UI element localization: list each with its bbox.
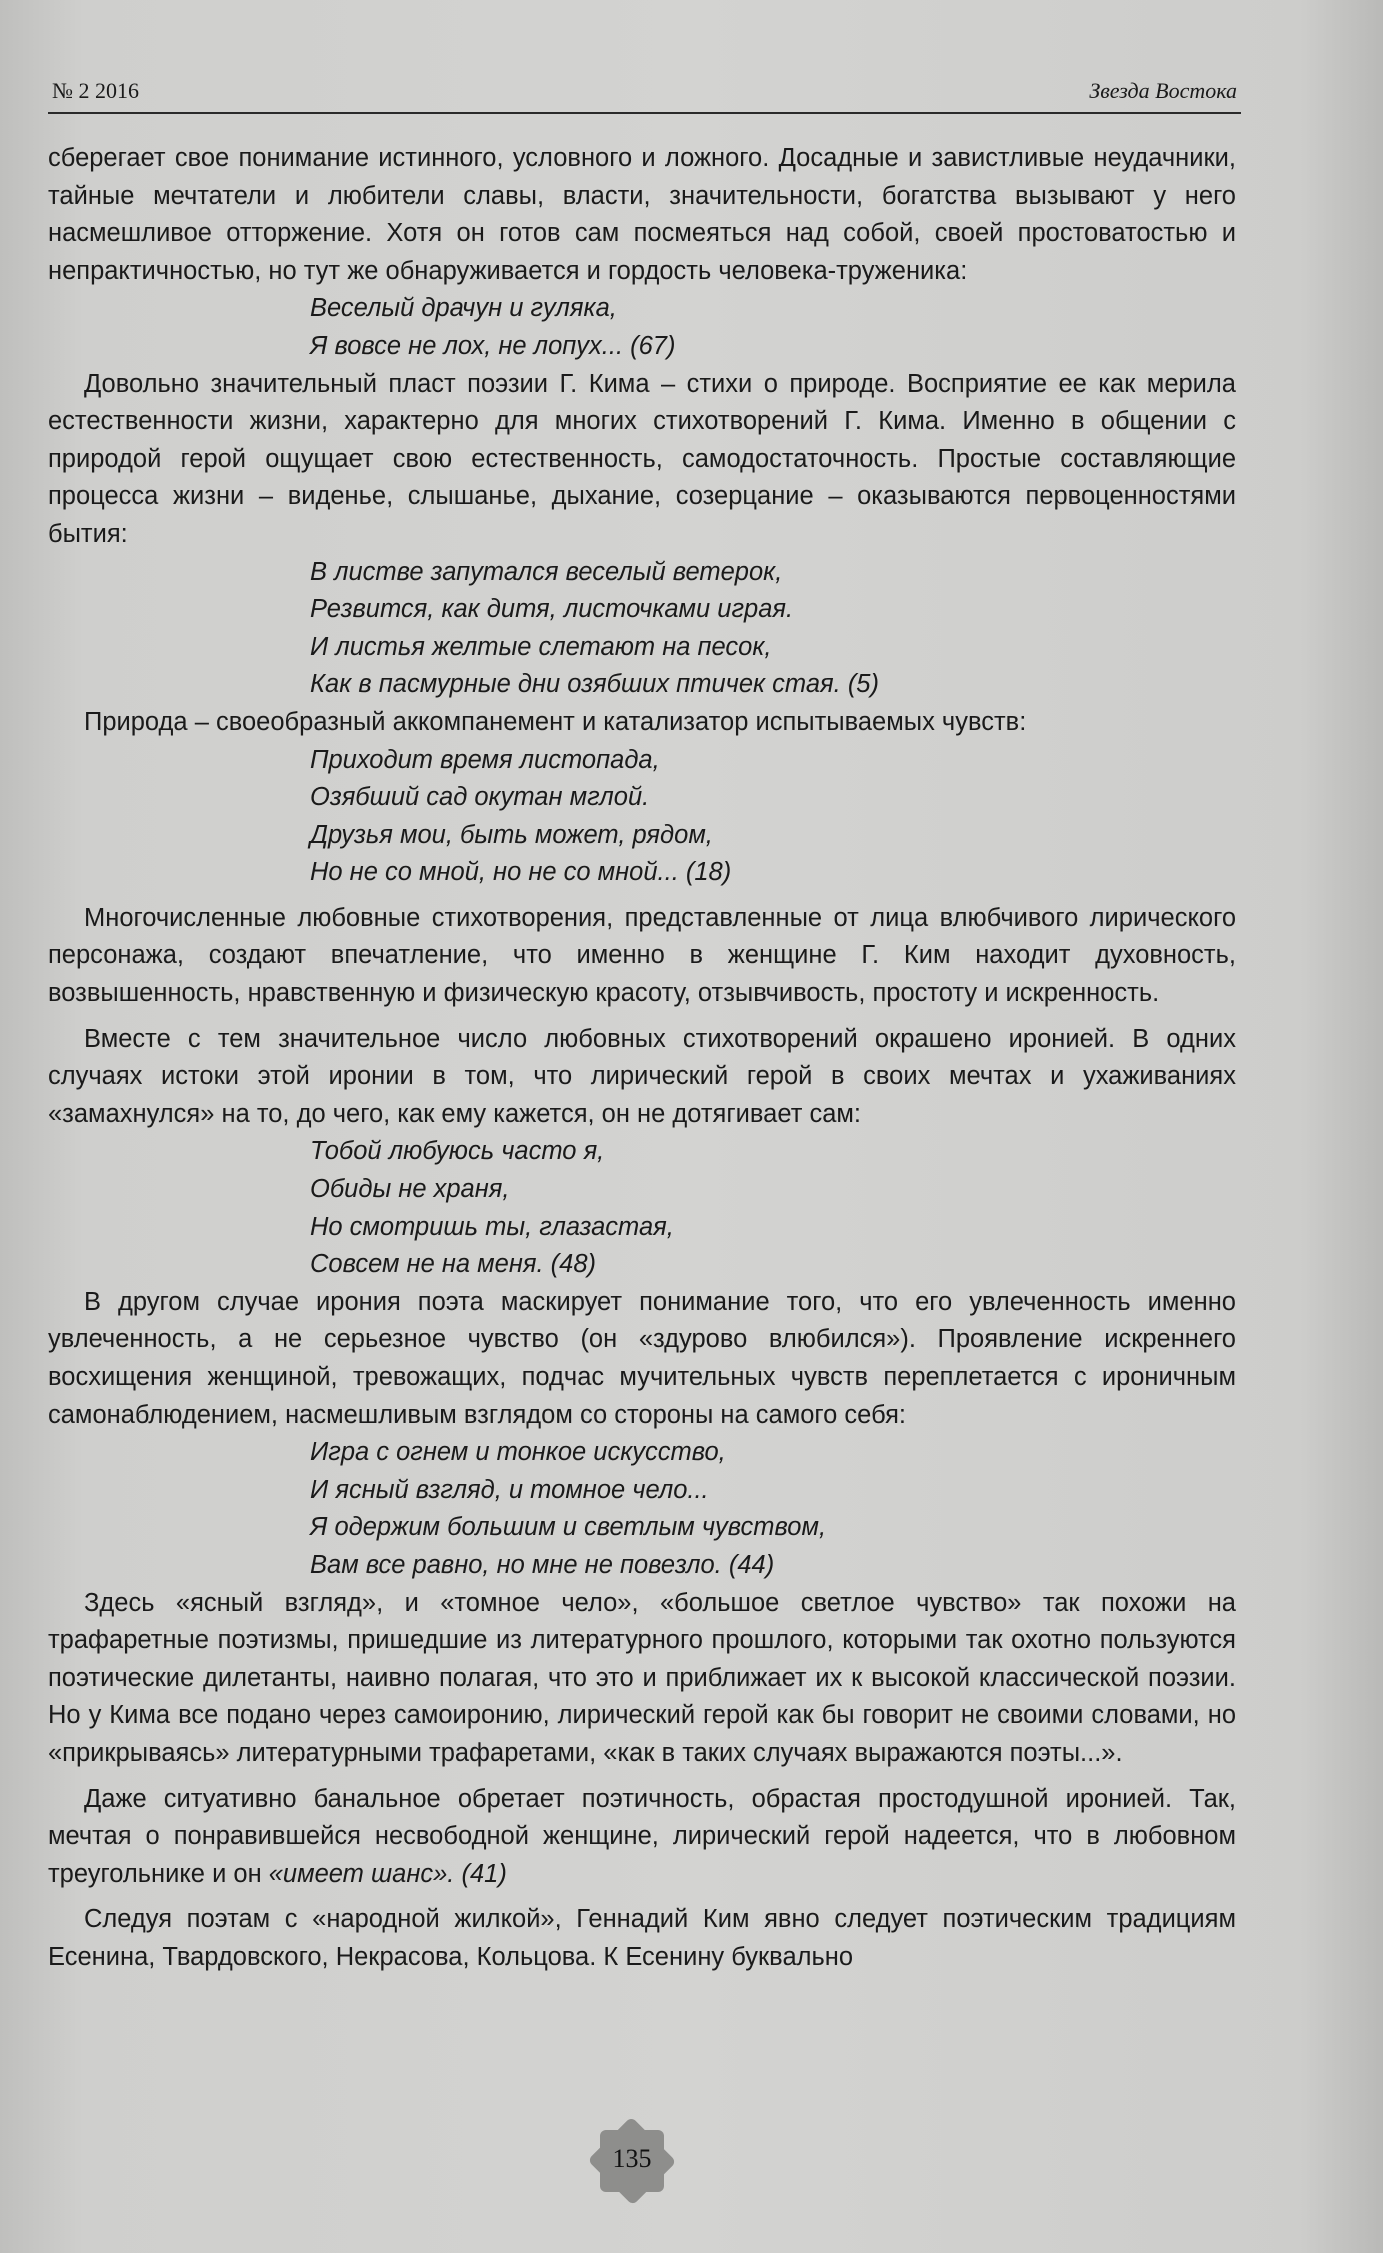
paragraph-5: Вместе с тем значительное число любовных стихотворений окрашено иронией. В одних случаях истоки этой иронии в том, что лирический герой в своих мечтах и ухаживаниях «замахнулся» на то, до чего, как ему кажется, он не дотягивает сам: [48, 1024, 1236, 1128]
verse-line: Обиды не храня, [310, 1175, 510, 1204]
paragraph-3: Природа – своеобразный аккомпанемент и катализатор испытываемых чувств: [84, 707, 1027, 736]
verse-line: Тобой любуюсь часто я, [310, 1137, 605, 1166]
verse-line: Но не со мной, но не со мной... (18) [310, 858, 732, 887]
paragraph-2: Довольно значительный пласт поэзии Г. Кима – стихи о природе. Восприятие ее как мерила естественности жизни, характерно для многих стихотворений Г. Кима. Именно в общении с природой герой ощущает свою естественность, самодостаточность. Простые составляющие процесса жизни – виденье, слышанье, дыхание, созерцание – оказываются первоценностями бытия: [48, 369, 1236, 548]
verse-line: Веселый драчун и гуляка, [310, 294, 617, 323]
running-header [48, 72, 1241, 114]
paragraph-1: сберегает свое понимание истинного, условного и ложного. Досадные и завистливые неудачники, тайные мечтатели и любители славы, власти, значительности, богатства вызывают у него насмешливое отторжение. Хотя он готов сам посмеяться над собой, своей простоватостью и непрактичностью, но тут же обнаруживается и гордость человека-труженика: [48, 144, 1236, 285]
paragraph-4: Многочисленные любовные стихотворения, представленные от лица влюбчивого лирического персонажа, создают впечатление, что именно в женщине Г. Ким находит духовность, возвышенность, нравственную и физическую красоту, отзывчивость, простоту и искренность. [48, 903, 1236, 1008]
verse-5 [310, 1434, 1236, 1584]
verse-line: В листве запутался веселый ветерок, [310, 557, 783, 586]
page-number: 135 [612, 2144, 652, 2173]
verse-line: Вам все равно, но мне не повезло. (44) [310, 1550, 775, 1579]
verse-line: Резвится, как дитя, листочками играя. [310, 595, 794, 624]
verse-1 [310, 290, 1236, 365]
paragraph-8-text: Даже ситуативно банальное обретает поэтичность, обрастая простодушной иронией. Так, мечтая о понравившейся несвободной женщине, лирический герой надеется, что в любовном треугольнике и он [48, 1784, 1236, 1888]
verse-line: Но смотришь ты, глазастая, [310, 1212, 674, 1241]
verse-line: И листья желтые слетают на песок, [310, 632, 772, 661]
verse-3 [310, 742, 1236, 892]
verse-line: Я вовсе не лох, не лопух... (67) [310, 331, 676, 360]
issue-number: № 2 2016 [52, 78, 139, 103]
verse-line: Друзья мои, быть может, рядом, [310, 820, 713, 849]
journal-title: Звезда Востока [1089, 78, 1237, 103]
article-body [48, 140, 1236, 1977]
paragraph-6: В другом случае ирония поэта маскирует понимание того, что его увлеченность именно увлеченность, а не серьезное чувство (он «здурово влюбился»). Проявление искреннего восхищения женщиной, тревожащих, подчас мучительных чувств переплетается с ироничным самонаблюдением, насмешливым взглядом со стороны на самого себя: [48, 1287, 1236, 1429]
verse-line: Приходит время листопада, [310, 745, 660, 774]
verse-line: Совсем не на меня. (48) [310, 1250, 596, 1279]
verse-line: И ясный взгляд, и томное чело... [310, 1475, 709, 1504]
verse-2 [310, 554, 1236, 704]
paragraph-7: Здесь «ясный взгляд», и «томное чело», «большое светлое чувство» так похожи на трафаретные поэтизмы, пришедшие из литературного прошлого, которыми так охотно пользуются поэтические дилетанты, наивно полагая, что это и приближает их к высокой классической поэзии. Но у Кима все подано через самоиронию, лирический герой как бы говорит не своими словами, но «прикрываясь» литературными трафаретами, «как в таких случаях выражаются поэты...». [48, 1588, 1236, 1767]
verse-line: Игра с огнем и тонкое искусство, [310, 1438, 726, 1467]
paragraph-8 [48, 1781, 1236, 1894]
paragraph-9: Следуя поэтам с «народной жилкой», Геннадий Ким явно следует поэтическим традициям Есенина, Твардовского, Некрасова, Кольцова. К Есенину буквально [48, 1905, 1236, 1971]
verse-line: Как в пасмурные дни озябших птичек стая. (5) [310, 670, 879, 699]
verse-line: Я одержим большим и светлым чувством, [310, 1513, 827, 1542]
verse-line: Озябший сад окутан мглой. [310, 783, 650, 812]
page-number-badge [584, 2118, 680, 2204]
verse-4 [310, 1133, 1236, 1283]
paragraph-8-quote: «имеет шанс». (41) [268, 1859, 507, 1888]
